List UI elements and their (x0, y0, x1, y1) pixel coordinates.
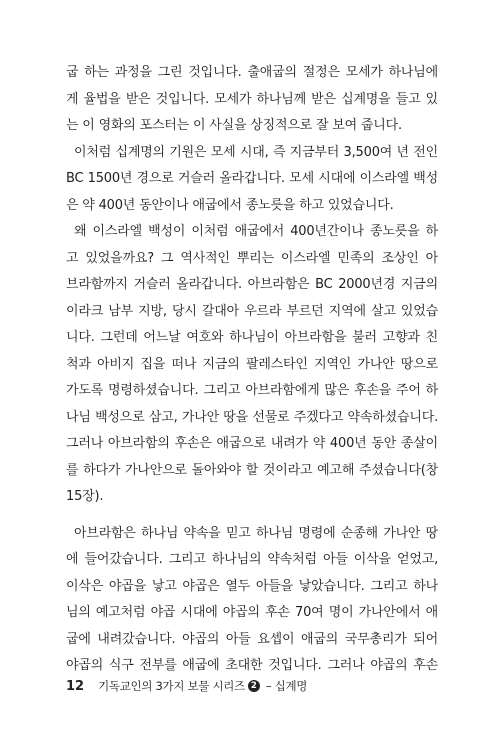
text-line: 고 있었을까요? 그 역사적인 뿌리는 이스라엘 민족의 조상인 아 (66, 250, 438, 266)
text-line: 에 들어갔습니다. 그리고 하나님의 약속처럼 아들 이삭을 얻었고, (66, 552, 438, 567)
text-line: 그러나 아브라함의 후손은 애굽으로 내려가 약 400년 동안 종살이 (66, 436, 438, 451)
text-line: 가도록 명령하셨습니다. 그리고 아브라함에게 많은 후손을 주어 하 (66, 383, 438, 398)
text-line: 이처럼 십계명의 기원은 모세 시대, 즉 지금부터 3,500여 년 전인 (74, 144, 438, 160)
text-line: 굽에 내려갔습니다. 야곱의 아들 요셉이 애굽의 국무총리가 되어 (66, 631, 438, 647)
text-line: 왜 이스라엘 백성이 이처럼 애굽에서 400년간이나 종노릇을 하 (74, 224, 438, 239)
text-line: 은 약 400년 동안이나 애굽에서 종노릇을 하고 있었습니다. (66, 197, 394, 213)
text-line: 니다. 그런데 어느날 여호와 하나님이 아브라함을 불러 고향과 친 (66, 330, 438, 345)
body-text (66, 63, 438, 683)
text-line: 는 이 영화의 포스터는 이 사실을 상징적으로 잘 보여 줍니다. (66, 118, 402, 133)
text-line: 이삭은 야곱을 낳고 야곱은 열두 아들을 낳았습니다. 그리고 하나 (66, 578, 438, 594)
volume-number-badge: 2 (248, 680, 260, 692)
text-line: 이라크 남부 지방, 당시 갈대아 우르라 부르던 지역에 살고 있었습 (66, 303, 438, 319)
text-line: 굽 하는 과정을 그린 것입니다. 출애굽의 절정은 모세가 하나님에 (66, 65, 438, 80)
text-line: 나님 백성으로 삼고, 가나안 땅을 선물로 주겠다고 약속하셨습니다. (66, 409, 438, 425)
text-line: 브라함까지 거슬러 올라갑니다. 아브라함은 BC 2000년경 지금의 (66, 277, 438, 292)
page-number: 12 (66, 678, 85, 694)
text-line: 아브라함은 하나님 약속을 믿고 하나님 명령에 순종해 가나안 땅 (74, 525, 438, 541)
page-footer (66, 676, 446, 696)
text-line: 님의 예고처럼 야곱 시대에 야곱의 후손 70여 명이 가나안에서 애 (66, 605, 438, 620)
title-separator: – (265, 679, 272, 693)
text-line: 야곱의 식구 전부를 애굽에 초대한 것입니다. 그러나 야곱의 후손 (66, 658, 438, 673)
text-line: BC 1500년 경으로 거슬러 올라갑니다. 모세 시대에 이스라엘 백성 (66, 171, 438, 186)
text-line: 를 하다가 가나안으로 돌아와야 할 것이라고 예고해 주셨습니다(창 (66, 462, 438, 478)
book-title: 십계명 (274, 679, 308, 693)
text-line: 15장). (66, 489, 104, 504)
text-line: 척과 아비지 집을 떠나 지금의 팔레스타인 지역인 가나안 땅으로 (66, 356, 438, 372)
text-line: 게 율법을 받은 것입니다. 모세가 하나님께 받은 십계명을 들고 있 (66, 91, 438, 107)
series-title: 기독교인의 3가지 보물 시리즈 (98, 679, 245, 693)
